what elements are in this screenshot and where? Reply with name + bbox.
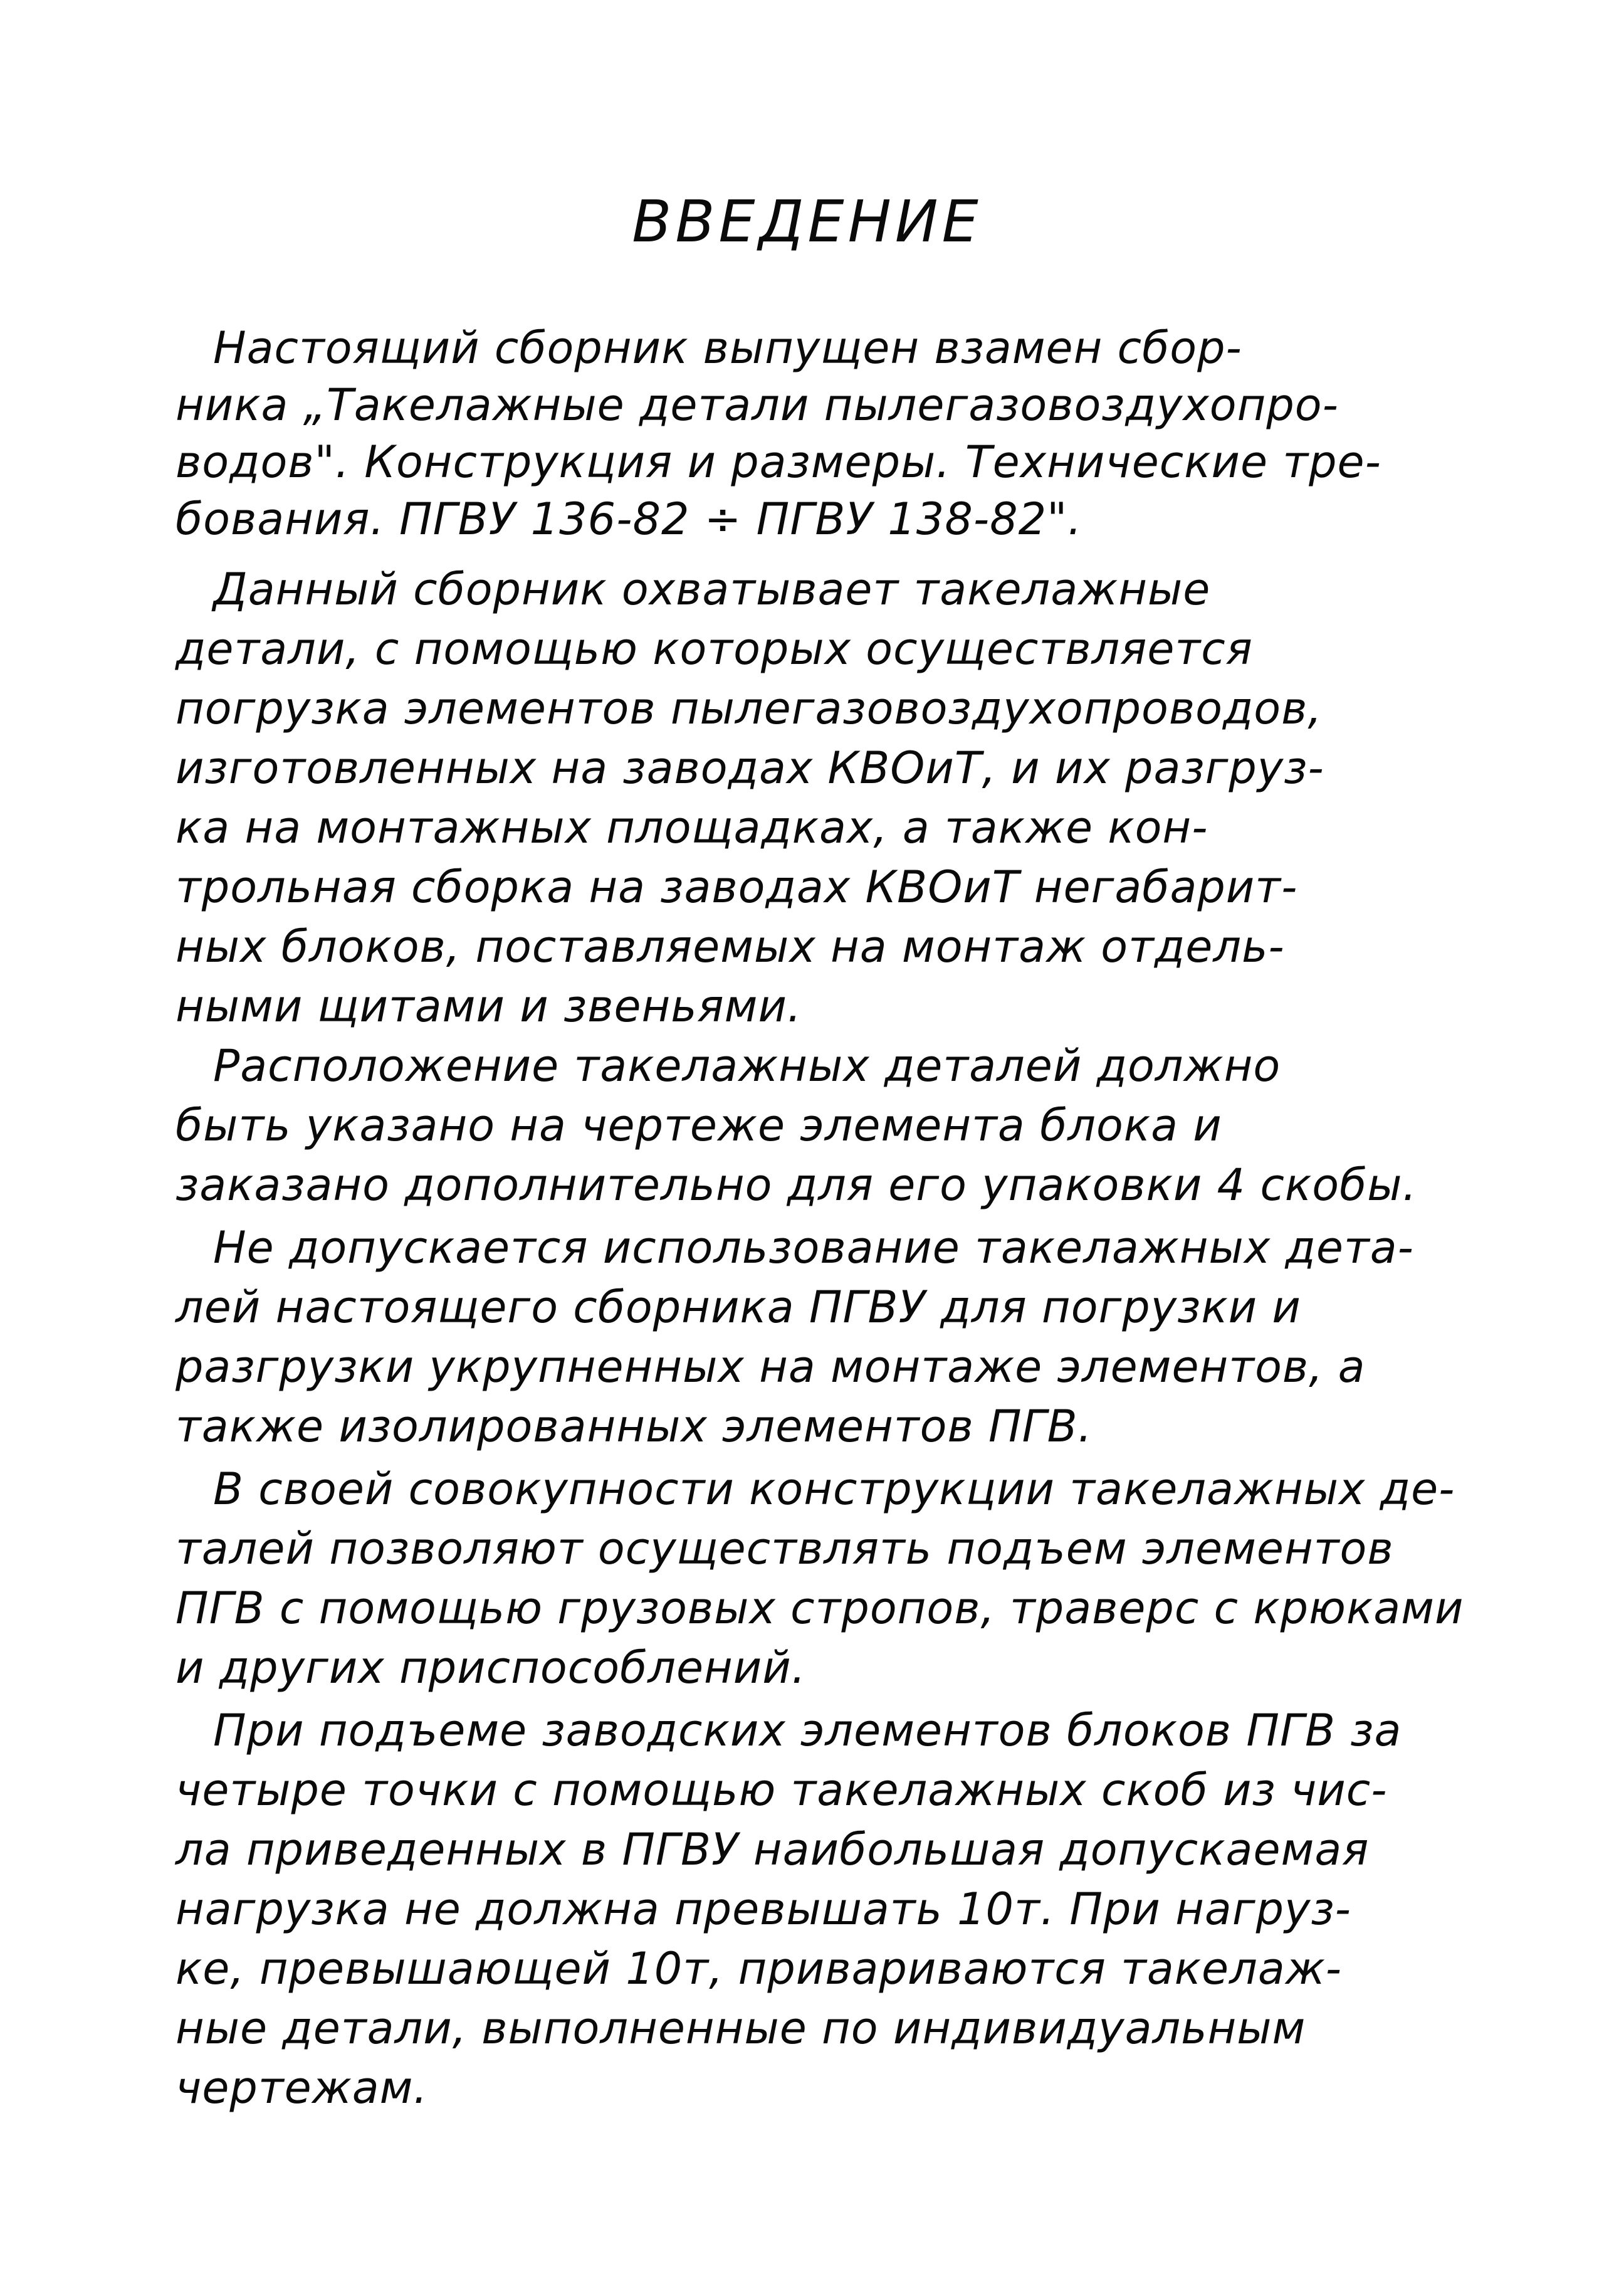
paragraph-line: талей позволяют осуществлять подъем элементов — [176, 1523, 1394, 1574]
paragraph-line: ла приведенных в ПГВУ наибольшая допускаемая — [176, 1824, 1370, 1875]
paragraph-line: ных блоков, поставляемых на монтаж отдель- — [176, 921, 1285, 972]
paragraph-line: заказано дополнительно для его упаковки 4 скобы. — [176, 1159, 1417, 1211]
paragraph-line: и других приспособлений. — [176, 1642, 807, 1693]
paragraph-line: В своей совокупности конструкции такелажных де- — [213, 1463, 1455, 1515]
paragraph-line: Расположение такелажных деталей должно — [213, 1040, 1281, 1092]
paragraph-line: детали, с помощью которых осуществляется — [176, 623, 1253, 675]
paragraph-line: ка на монтажных площадках, а также кон- — [176, 802, 1208, 853]
paragraph-line: быть указано на чертеже элемента блока и — [176, 1100, 1222, 1151]
paragraph-line: ника „Такелажные детали пылегазовоздухопро- — [176, 379, 1339, 431]
paragraph-line: нагрузка не должна превышать 10т. При нагруз- — [176, 1883, 1351, 1935]
paragraph-line: разгрузки укрупненных на монтаже элементов, а — [176, 1341, 1366, 1393]
page-title: ВВЕДЕНИЕ — [632, 188, 982, 255]
paragraph-line: погрузка элементов пылегазовоздухопроводов, — [176, 683, 1323, 734]
paragraph-line: Не допускается использование такелажных дета- — [213, 1222, 1414, 1273]
paragraph-line: трольная сборка на заводах КВОиТ негабарит- — [176, 861, 1298, 913]
paragraph-line: Данный сборник охватывает такелажные — [213, 564, 1211, 615]
paragraph-line: изготовленных на заводах КВОиТ, и их разгруз- — [176, 742, 1324, 794]
paragraph-line: ными щитами и звеньями. — [176, 981, 802, 1032]
paragraph-line: Настоящий сборник выпущен взамен сбор- — [213, 322, 1242, 374]
paragraph-line: При подъеме заводских элементов блоков ПГВ за — [213, 1705, 1402, 1756]
paragraph-line: чертежам. — [176, 2062, 428, 2114]
paragraph-line: ные детали, выполненные по индивидуальным — [176, 2003, 1306, 2054]
paragraph-line: водов". Конструкция и размеры. Технические тре- — [176, 436, 1381, 488]
paragraph-line: четыре точки с помощью такелажных скоб из чис- — [176, 1764, 1388, 1816]
paragraph-line: бования. ПГВУ 136-82 ÷ ПГВУ 138-82". — [176, 493, 1082, 545]
paragraph-line: также изолированных элементов ПГВ. — [176, 1401, 1093, 1452]
paragraph-line: ке, превышающей 10т, привариваются такелаж- — [176, 1943, 1343, 1994]
paragraph-line: лей настоящего сборника ПГВУ для погрузки и — [176, 1282, 1301, 1333]
paragraph-line: ПГВ с помощью грузовых стропов, траверс с крюками — [176, 1582, 1464, 1634]
